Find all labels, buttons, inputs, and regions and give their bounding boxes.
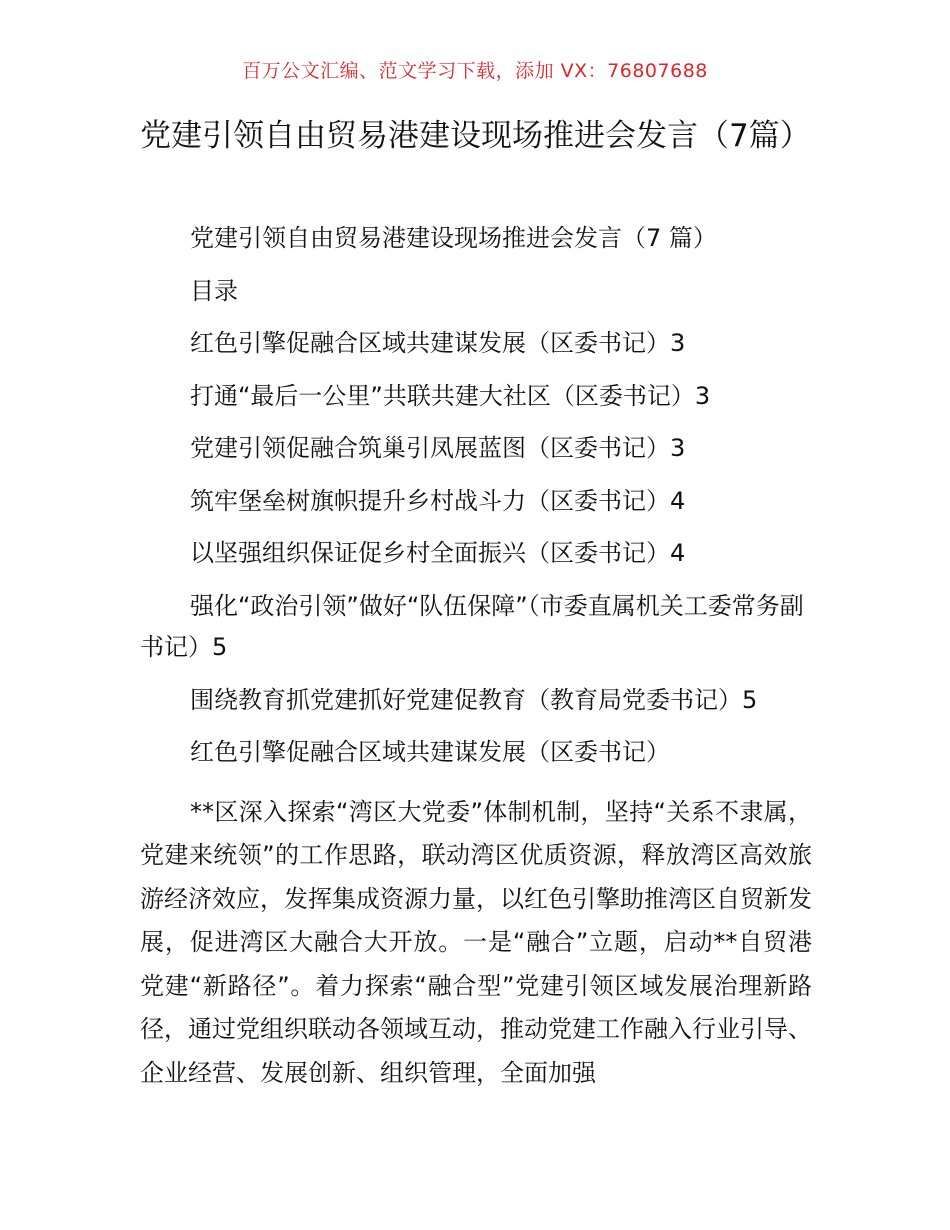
body-paragraph: **区深入探索“湾区大党委”体制机制，坚持“关系不隶属，党建来统领”的工作思路，联动湾区优质资源，释放湾区高效旅游经济效应，发挥集成资源力量，以红色引擎助推湾区自贸新发展，促进湾区大融合大开放。一是“融合”立题，启动**自贸港党建“新路径”。着力探索“融合型”党建引领区域发展治理新路径，通过党组织联动各领域互动，推动党建工作融入行业引导、企业经营、发展创新、组织管理，全面加强 [140,797,812,1087]
toc-item: 红色引擎促融合区域共建谋发展（区委书记）3 [190,329,686,357]
toc-item: 打通“最后一公里”共联共建大社区（区委书记）3 [190,381,711,410]
header-banner: 百万公文汇编、范文学习下载，添加 VX：76807688 [242,60,708,82]
toc-item: 党建引领促融合筑巢引凤展蓝图（区委书记）3 [190,434,686,462]
document-title: 党建引领自由贸易港建设现场推进会发言（7篇） [140,118,811,154]
toc-item: 筑牢堡垒树旗帜提升乡村战斗力（区委书记）4 [190,486,686,515]
document-subtitle: 党建引领自由贸易港建设现场推进会发言（7 篇） [190,224,717,252]
document-body [140,212,812,1095]
toc-item: 围绕教育抓党建抓好党建促教育（教育局党委书记）5 [190,685,758,714]
toc-label: 目录 [190,276,238,305]
toc-item: 以坚强组织保证促乡村全面振兴（区委书记）4 [190,539,686,567]
toc-item: 强化“政治引领”做好“队伍保障”（市委直属机关工委常务副书记）5 [140,591,804,661]
section-heading: 红色引擎促融合区域共建谋发展（区委书记） [190,738,670,766]
